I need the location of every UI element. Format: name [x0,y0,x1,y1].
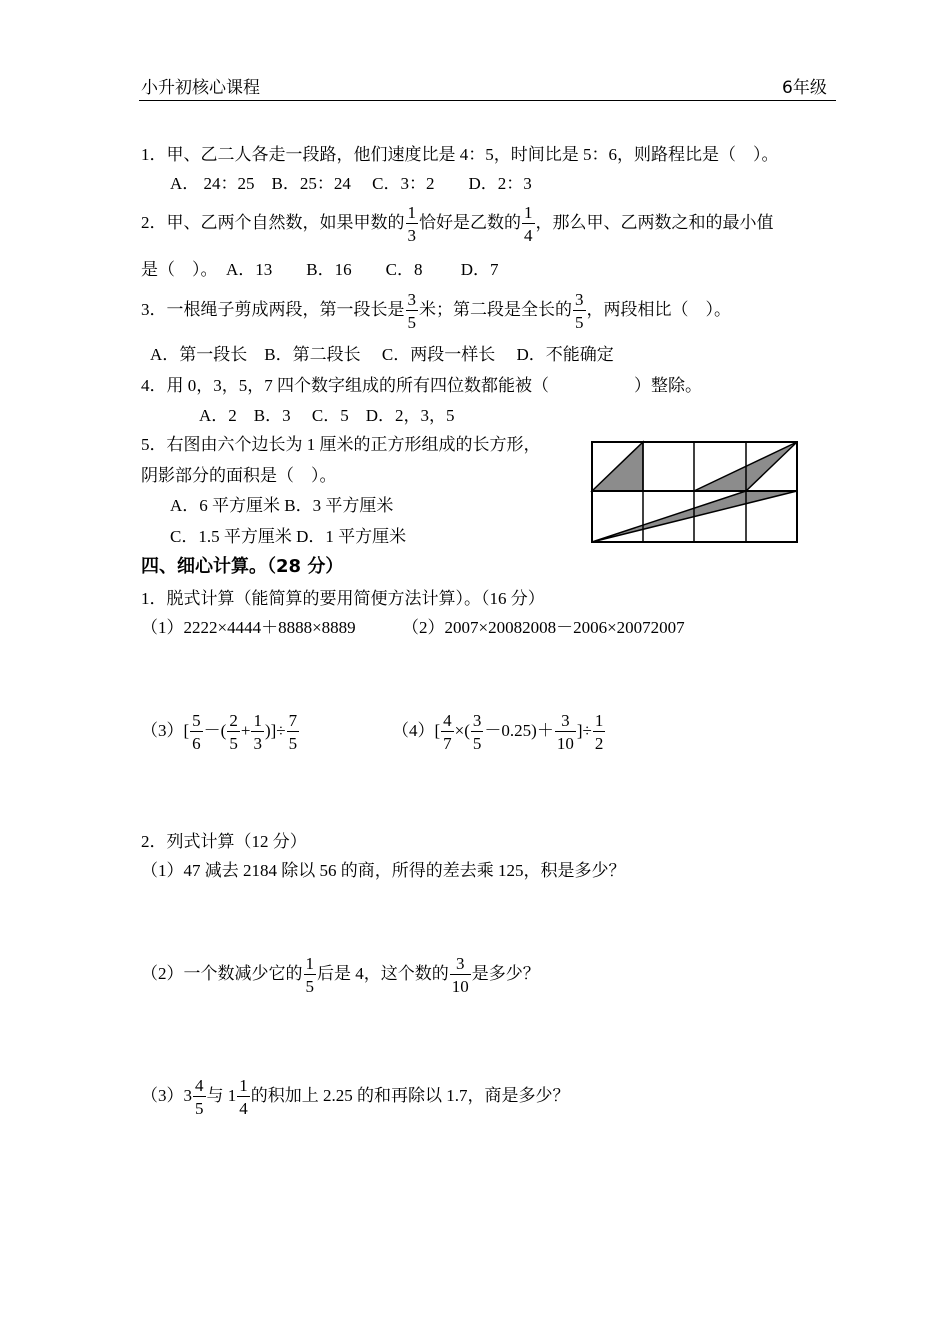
header-grade: 6年级 [782,78,827,98]
question-5: 5．右图由六个边长为 1 厘米的正方形组成的长方形， [141,435,541,454]
calc-1: （1）2222×4444＋8888×8889 [141,618,356,637]
fraction: $\frac{3}{10}$ [451,954,469,996]
fraction: $\frac{5}{6}$ [192,711,201,753]
question-2-line2: 是（ ）。 A．13 B．16 C．8 D．7 [141,260,499,279]
word-problem-1: （1）47 减去 2184 除以 56 的商，所得的差去乘 125，积是多少？ [141,861,626,880]
fraction: $\frac{4}{5}$ [195,1076,204,1118]
fraction: $\frac{1}{3}$ [253,711,262,753]
fraction: $\frac{1}{4}$ [524,203,533,245]
calc-3: （3）[ $\frac{5}{6}$ －( $\frac{2}{5}$ + $\frac{1}{3}$ )]÷ $\frac{7}{5}$ [141,711,298,753]
question-5-line2: 阴影部分的面积是（ ）。 [141,466,337,485]
header-title: 小升初核心课程 [141,78,260,98]
part-1-title: 1．脱式计算（能简算的要用简便方法计算）。（16 分） [141,589,545,608]
fraction: $\frac{3}{10}$ [556,711,574,753]
part-2-title: 2．列式计算（12 分） [141,832,307,851]
question-5-options-1: A．6 平方厘米 B．3 平方厘米 [170,496,394,515]
fraction: $\frac{4}{7}$ [443,711,452,753]
fraction: $\frac{3}{5}$ [472,711,482,753]
word-problem-2: （2）一个数减少它的 $\frac{1}{5}$ 后是 4，这个数的 $\frac{3}{10}$ 是多少？ [141,954,540,996]
fraction: $\frac{1}{3}$ [407,203,416,245]
fraction: $\frac{3}{5}$ [575,290,584,332]
shaded-triangle-1 [592,442,643,491]
fraction: $\frac{1}{4}$ [239,1076,248,1118]
question-3-options: A．第一段长 B．第二段长 C．两段一样长 D．不能确定 [150,345,614,364]
fraction: $\frac{2}{5}$ [229,711,238,753]
fraction: $\frac{1}{2}$ [594,711,604,753]
question-1-options: A． 24：25 B．25：24 C．3：2 D．2：3 [170,174,532,193]
fraction: $\frac{1}{5}$ [305,954,314,996]
question-1: 1．甲、乙二人各走一段路，他们速度比是 4：5，时间比是 5：6，则路程比是（ ）。 [141,145,779,164]
shaded-rectangle-figure [588,438,802,546]
calc-2: （2）2007×20082008－2006×20072007 [402,618,685,637]
question-4: 4．用 0，3，5，7 四个数字组成的所有四位数都能被（ ）整除。 [141,376,702,395]
word-problem-3: （3）3 $\frac{4}{5}$ 与 1 $\frac{1}{4}$ 的积加上 2.25 的和再除以 1.7，商是多少？ [141,1076,570,1118]
header-rule [139,100,836,101]
fraction: $\frac{3}{5}$ [407,290,416,332]
fraction: $\frac{7}{5}$ [288,711,298,753]
question-2: 2．甲、乙两个自然数，如果甲数的 $\frac{1}{3}$ 恰好是乙数的 $\frac{1}{4}$ ，那么甲、乙两数之和的最小值 [141,203,774,245]
question-5-options-2: C．1.5 平方厘米 D．1 平方厘米 [170,527,407,546]
question-3: 3．一根绳子剪成两段，第一段长是 $\frac{3}{5}$ 米；第二段是全长的 $\frac{3}{5}$ ，两段相比（ ）。 [141,290,731,332]
section-4-title: 四、细心计算。（28 分） [141,556,344,577]
question-4-options: A．2 B．3 C．5 D．2，3，5 [199,406,455,425]
calc-4: （4）[ $\frac{4}{7}$ ×( $\frac{3}{5}$ －0.25)＋ $\frac{3}{10}$ ]÷ $\frac{1}{2}$ [392,711,604,753]
